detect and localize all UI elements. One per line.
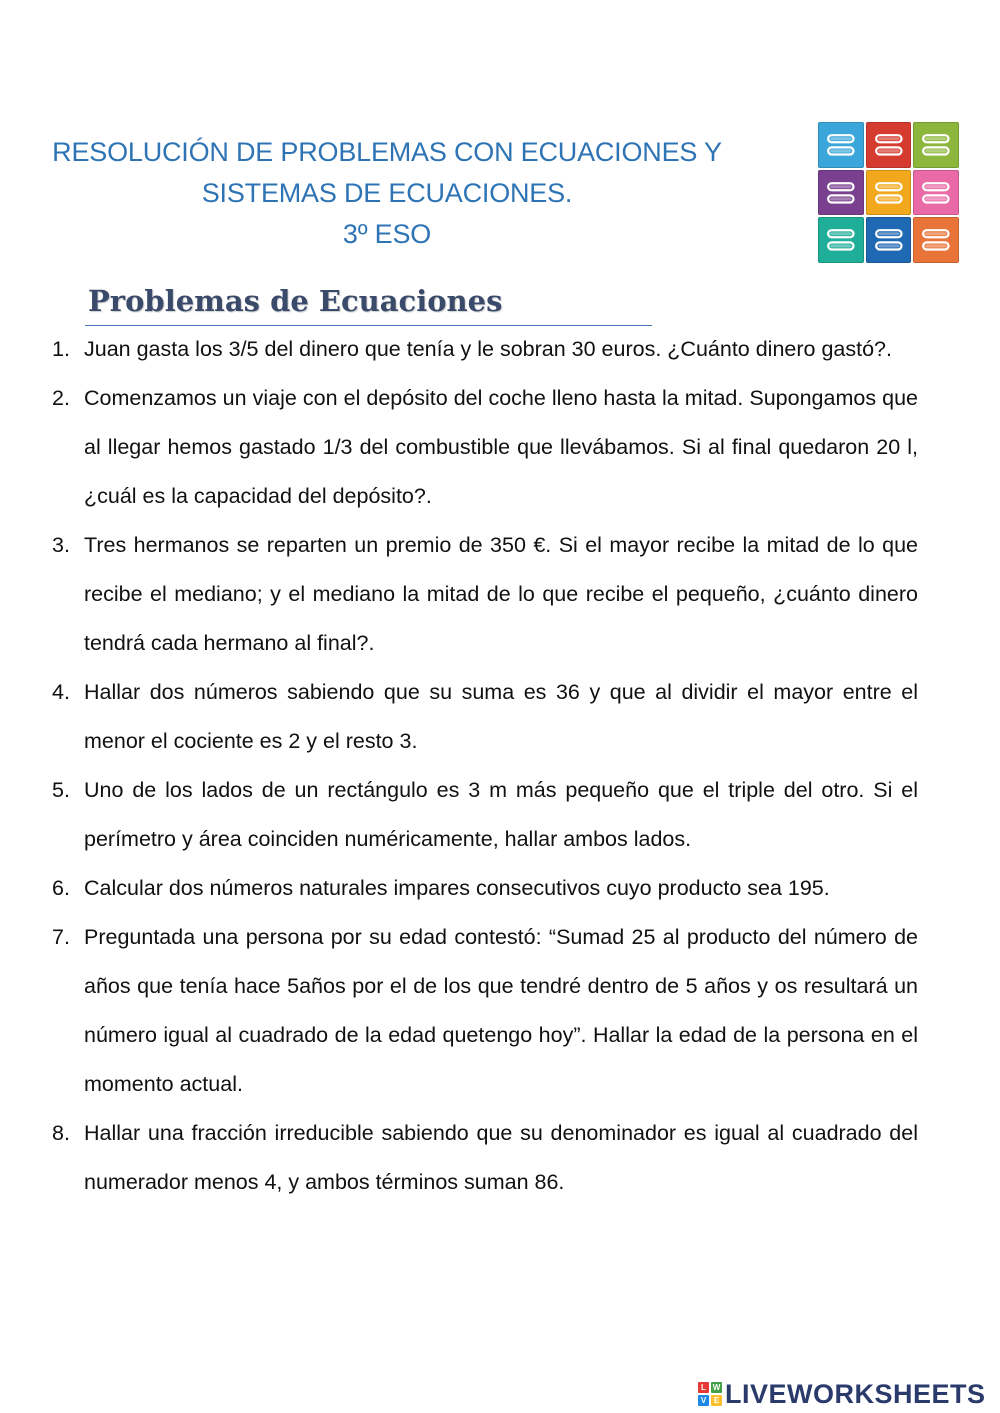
problem-item bbox=[48, 521, 918, 668]
problem-number: 1. bbox=[52, 337, 70, 361]
equals-icon bbox=[913, 170, 959, 216]
equals-icon bbox=[818, 122, 864, 168]
logo-tile bbox=[866, 170, 912, 216]
mark-square: L bbox=[698, 1382, 709, 1393]
section-heading: Problemas de Ecuaciones bbox=[88, 284, 503, 318]
liveworksheets-mark-icon bbox=[698, 1382, 722, 1406]
mark-square: V bbox=[698, 1395, 709, 1406]
problem-item bbox=[48, 325, 918, 374]
problem-number: 3. bbox=[52, 533, 70, 557]
problem-text: Comenzamos un viaje con el depósito del coche lleno hasta la mitad. Supongamos que al llegar hemos gastado 1/3 del combustible que llevábamos. Si al final quedaron 20 l, ¿cuál es la capacidad del depósito?. bbox=[84, 386, 918, 508]
problem-item bbox=[48, 1109, 918, 1207]
logo-tile bbox=[913, 170, 959, 216]
logo-tile bbox=[818, 122, 864, 168]
problem-number: 7. bbox=[52, 925, 70, 949]
problem-item bbox=[48, 668, 918, 766]
title-line-2: SISTEMAS DE ECUACIONES. bbox=[201, 178, 573, 208]
logo-tile bbox=[913, 217, 959, 263]
problem-text: Calcular dos números naturales impares consecutivos cuyo producto sea 195. bbox=[84, 876, 830, 900]
equals-icon bbox=[818, 217, 864, 263]
logo-tile bbox=[913, 122, 959, 168]
logo-tile bbox=[866, 217, 912, 263]
problem-number: 8. bbox=[52, 1121, 70, 1145]
problem-number: 2. bbox=[52, 386, 70, 410]
problem-text: Hallar una fracción irreducible sabiendo que su denominador es igual al cuadrado del numerador menos 4, y ambos términos suman 86. bbox=[84, 1121, 918, 1194]
problem-number: 6. bbox=[52, 876, 70, 900]
problem-list bbox=[48, 325, 918, 1207]
mark-square: E bbox=[711, 1395, 722, 1406]
equals-icon bbox=[913, 217, 959, 263]
equals-icon bbox=[913, 122, 959, 168]
problem-text: Uno de los lados de un rectángulo es 3 m más pequeño que el triple del otro. Si el perímetro y área coinciden numéricamente, hallar ambos lados. bbox=[84, 778, 918, 851]
problem-item bbox=[48, 864, 918, 913]
mark-square: W bbox=[712, 1383, 721, 1392]
problem-item bbox=[48, 374, 918, 521]
equals-icon bbox=[866, 217, 912, 263]
problem-number: 5. bbox=[52, 778, 70, 802]
problem-text: Preguntada una persona por su edad contestó: “Sumad 25 al producto del número de años que tenía hace 5años por el de los que tendré dentro de 5 años y os resultará un número igual al cuadrado de la edad quetengo hoy”. Hallar la edad de la persona en el momento actual. bbox=[84, 925, 918, 1096]
problem-item bbox=[48, 766, 918, 864]
logo-tile bbox=[866, 122, 912, 168]
logo-tile bbox=[818, 217, 864, 263]
problem-text: Juan gasta los 3/5 del dinero que tenía y le sobran 30 euros. ¿Cuánto dinero gastó?. bbox=[84, 337, 892, 361]
title-line-1: RESOLUCIÓN DE PROBLEMAS CON ECUACIONES Y bbox=[52, 137, 722, 167]
equals-icon bbox=[866, 122, 912, 168]
liveworksheets-brand: LIVEWORKSHEETS bbox=[725, 1378, 986, 1409]
problem-text: Hallar dos números sabiendo que su suma es 36 y que al dividir el mayor entre el menor el cociente es 2 y el resto 3. bbox=[84, 680, 918, 753]
equals-icon bbox=[866, 170, 912, 216]
equations-logo bbox=[818, 122, 959, 263]
equals-icon bbox=[818, 170, 864, 216]
liveworksheets-logo bbox=[698, 1378, 986, 1410]
logo-tile bbox=[818, 170, 864, 216]
problem-item bbox=[48, 913, 918, 1109]
problem-number: 4. bbox=[52, 680, 70, 704]
title-line-3: 3º ESO bbox=[342, 219, 432, 249]
worksheet-title bbox=[40, 132, 734, 255]
problem-text: Tres hermanos se reparten un premio de 350 €. Si el mayor recibe la mitad de lo que recibe el mediano; y el mediano la mitad de lo que recibe el pequeño, ¿cuánto dinero tendrá cada hermano al final?. bbox=[84, 533, 918, 655]
